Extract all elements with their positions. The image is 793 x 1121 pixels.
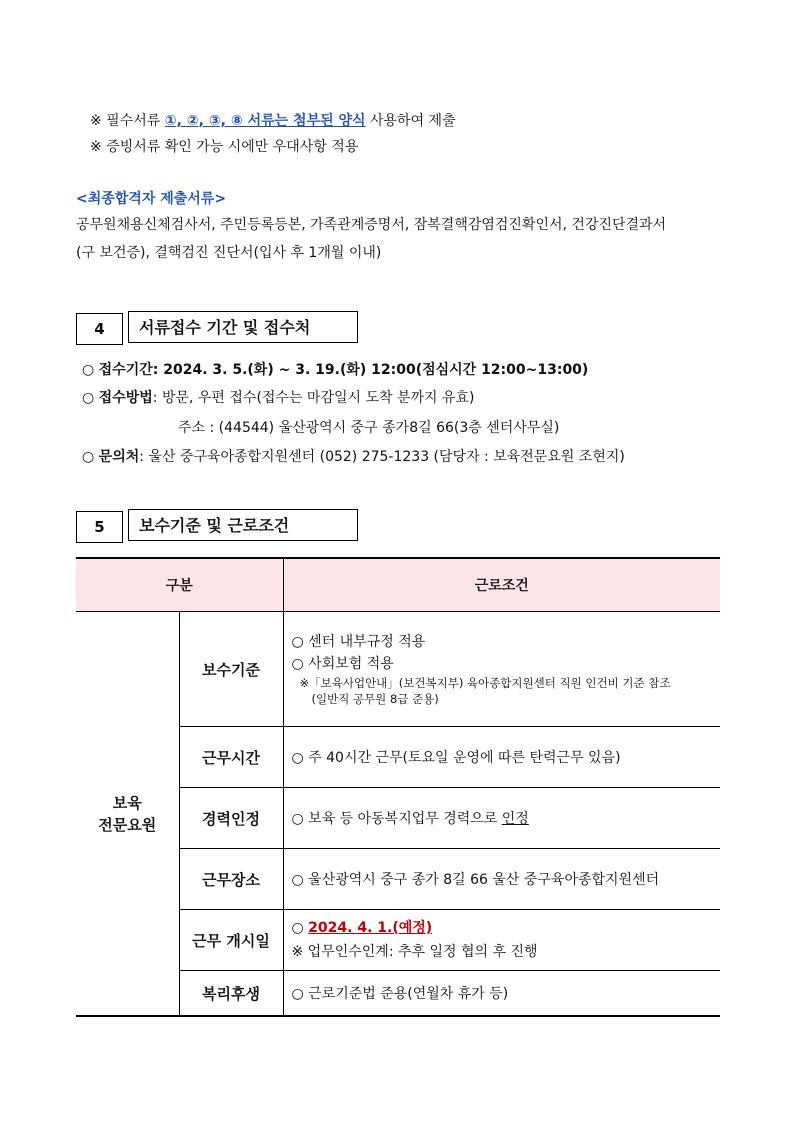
row-name: 복리후생	[179, 971, 283, 1017]
header-category: 구분	[76, 558, 283, 612]
row-content: ○ 보육 등 아동복지업무 경력으로 인정	[283, 788, 720, 849]
row-content: ○ 2024. 4. 1.(예정) ※ 업무인수인계: 추후 일정 협의 후 진행	[283, 910, 720, 971]
section4-contact: ○ 문의처: 울산 중구육아종합지원센터 (052) 275-1233 (담당자 : 보육전문요원 조현지)	[82, 449, 625, 465]
table-header-row	[76, 558, 720, 612]
section4-title: 서류접수 기간 및 접수처	[128, 311, 358, 343]
row-name: 근무시간	[179, 727, 283, 788]
row-name: 근무장소	[179, 849, 283, 910]
section5-title: 보수기준 및 근로조건	[128, 509, 358, 541]
section4-address: 주소 : (44544) 울산광역시 중구 종가8길 66(3층 센터사무실)	[178, 420, 560, 436]
section5-number: 5	[76, 511, 123, 543]
table-row	[76, 612, 720, 727]
row-content: ○ 근로기준법 준용(연월차 휴가 등)	[283, 971, 720, 1017]
role-cell: 보육 전문요원	[76, 612, 179, 1017]
conditions-table	[76, 557, 720, 1017]
row-name: 근무 개시일	[179, 910, 283, 971]
header-conditions: 근로조건	[283, 558, 720, 612]
row-content: ○ 센터 내부규정 적용 ○ 사회보험 적용 ※「보육사업안내」(보건복지부) 육아종합지원센터 직원 인건비 기준 참조 (일반직 공무원 8급 준용)	[283, 612, 720, 727]
row-content: ○ 울산광역시 중구 종가 8길 66 울산 중구육아종합지원센터	[283, 849, 720, 910]
final-docs-heading: <최종합격자 제출서류>	[76, 191, 227, 207]
final-docs-line1: 공무원채용신체검사서, 주민등록등본, 가족관계증명서, 잠복결핵감염검진확인서, 건강진단결과서	[76, 217, 667, 233]
row-name: 보수기준	[179, 612, 283, 727]
final-docs-line2: (구 보건증), 결핵검진 진단서(입사 후 1개월 이내)	[76, 245, 382, 261]
row-name: 경력인정	[179, 788, 283, 849]
section4-number: 4	[76, 313, 123, 345]
note-required-docs: ※ 필수서류 ①, ②, ③, ⑧ 서류는 첨부된 양식 사용하여 제출	[90, 113, 456, 129]
row-content: ○ 주 40시간 근무(토요일 운영에 따른 탄력근무 있음)	[283, 727, 720, 788]
section4-method: ○ 접수방법: 방문, 우편 접수(접수는 마감일시 도착 분까지 유효)	[82, 390, 475, 406]
section4-period: ○ 접수기간: 2024. 3. 5.(화) ~ 3. 19.(화) 12:00(점심시간 12:00~13:00)	[82, 362, 589, 378]
note-highlight: ①, ②, ③, ⑧ 서류는 첨부된 양식	[164, 113, 366, 129]
note-evidence: ※ 증빙서류 확인 가능 시에만 우대사항 적용	[90, 139, 359, 155]
